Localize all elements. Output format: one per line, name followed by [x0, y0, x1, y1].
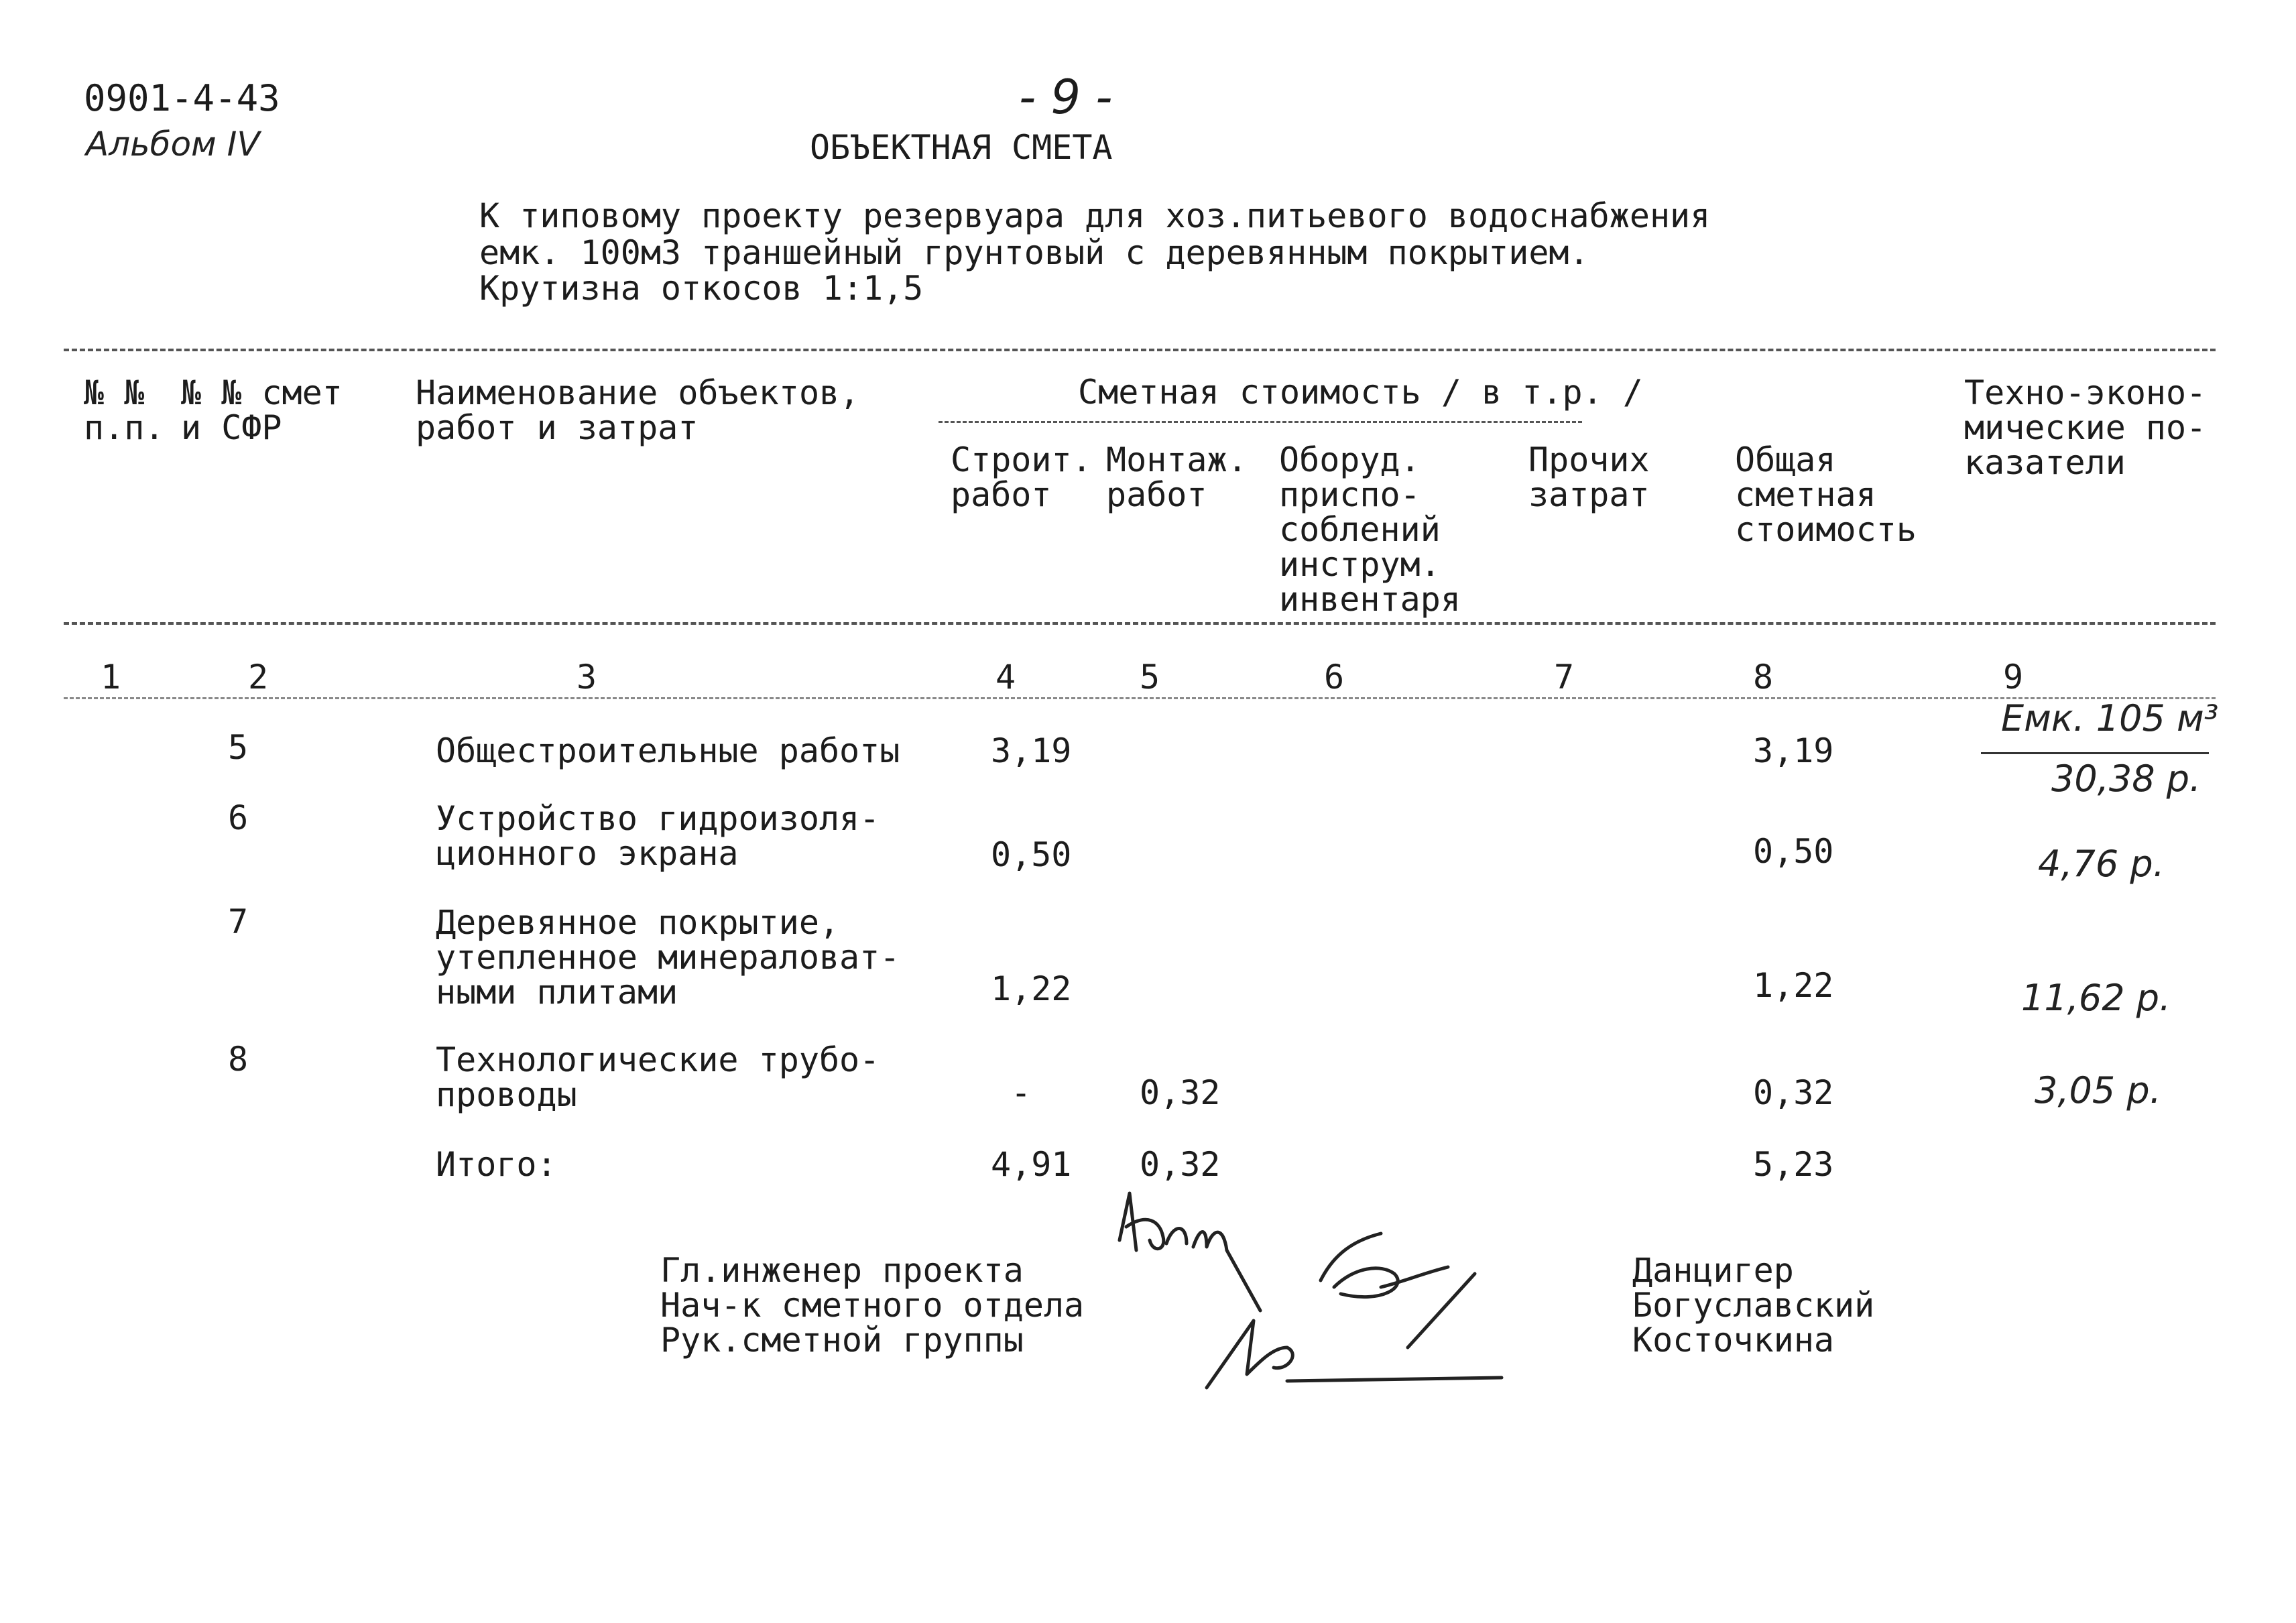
subtitle-line-3: Крутизна откосов 1:1,5: [479, 269, 924, 308]
name-boguslavsky: Богуславский: [1632, 1286, 1875, 1325]
row3-indicator: 11,62 р.: [2021, 977, 2171, 1019]
document-code: 0901-4-43: [84, 77, 280, 119]
total-sum: 5,23: [1753, 1145, 1834, 1184]
row1-total: 3,19: [1753, 731, 1834, 770]
colnum-8: 8: [1753, 658, 1774, 697]
table-top-rule: [64, 349, 2216, 351]
row3-name: Деревянное покрытие, утепленное минераловат- ными плитами: [436, 903, 900, 1012]
header-col1: № № п.п.: [84, 373, 165, 447]
header-col2: № № смет и СФР: [181, 373, 343, 447]
colnum-1: 1: [101, 658, 121, 697]
handwritten-signatures: [1099, 1187, 1636, 1401]
header-col6: Оборуд. приспо- соблений инструм. инвентаря: [1279, 440, 1461, 619]
colnum-2: 2: [248, 658, 269, 697]
header-col9: Техно-эконо- мические по- казатели: [1964, 373, 2207, 482]
colnum-9: 9: [2003, 658, 2024, 697]
row2-smeta: 6: [228, 798, 249, 837]
subtitle-line-1: К типовому проекту резервуара для хоз.питьевого водоснабжения: [479, 196, 1711, 235]
row1-build: 3,19: [991, 731, 1072, 770]
total-montage: 0,32: [1140, 1145, 1221, 1184]
row4-build: -: [1011, 1073, 1032, 1112]
header-bottom-rule: [64, 622, 2216, 625]
colnum-7: 7: [1554, 658, 1575, 697]
colnum-5: 5: [1140, 658, 1160, 697]
row1-indicator-fraction-line: [1981, 752, 2209, 754]
row3-total: 1,22: [1753, 966, 1834, 1005]
row4-total: 0,32: [1753, 1073, 1834, 1112]
page-number: - 9 -: [1019, 70, 1113, 125]
row4-smeta: 8: [228, 1040, 249, 1079]
row2-total: 0,50: [1753, 832, 1834, 871]
header-col4: Строит. работ: [951, 440, 1092, 514]
header-col8: Общая сметная стоимость: [1735, 440, 1917, 549]
row2-name: Устройство гидроизоля- ционного экрана: [436, 799, 880, 873]
signature-3-stroke: [1207, 1321, 1502, 1388]
role-chief-engineer: Гл.инженер проекта: [660, 1251, 1024, 1290]
row4-name: Технологические трубо- проводы: [436, 1040, 880, 1114]
row3-build: 1,22: [991, 969, 1072, 1008]
signature-1-stroke: [1120, 1193, 1260, 1311]
colnum-4: 4: [995, 658, 1016, 697]
row2-build: 0,50: [991, 835, 1072, 874]
colnum-6: 6: [1324, 658, 1345, 697]
row1-name: Общестроительные работы: [436, 731, 900, 770]
role-estimate-head: Нач-к сметного отдела: [660, 1286, 1085, 1325]
name-kostochkina: Косточкина: [1632, 1321, 1835, 1360]
total-label: Итого:: [436, 1145, 557, 1184]
header-col7: Прочих затрат: [1528, 440, 1650, 514]
subtitle-line-2: емк. 100м3 траншейный грунтовый с деревянным покрытием.: [479, 233, 1589, 272]
document-title: ОБЪЕКТНАЯ СМЕТА: [810, 128, 1113, 167]
colnum-3: 3: [577, 658, 597, 697]
header-group-cost: Сметная стоимость / в т.р. /: [1078, 373, 1643, 412]
row3-smeta: 7: [228, 902, 249, 941]
row4-montage: 0,32: [1140, 1073, 1221, 1112]
header-col3: Наименование объектов, работ и затрат: [416, 373, 860, 447]
row1-smeta: 5: [228, 728, 249, 767]
row4-indicator: 3,05 р.: [2035, 1069, 2161, 1111]
album-label: Альбом IV: [86, 125, 260, 164]
name-dantsiger: Данцигер: [1632, 1251, 1794, 1290]
role-estimate-group-lead: Рук.сметной группы: [660, 1321, 1024, 1360]
colnum-underline: [64, 697, 2216, 699]
row1-indicator: 30,38 р.: [2051, 758, 2201, 800]
row1-indicator-top: Емк. 105 м³: [2001, 697, 2219, 739]
header-col5: Монтаж. работ: [1106, 440, 1248, 514]
group-underline: [939, 421, 1582, 423]
total-build: 4,91: [991, 1145, 1072, 1184]
signature-2-stroke: [1321, 1234, 1475, 1347]
row2-indicator: 4,76 р.: [2038, 843, 2165, 885]
